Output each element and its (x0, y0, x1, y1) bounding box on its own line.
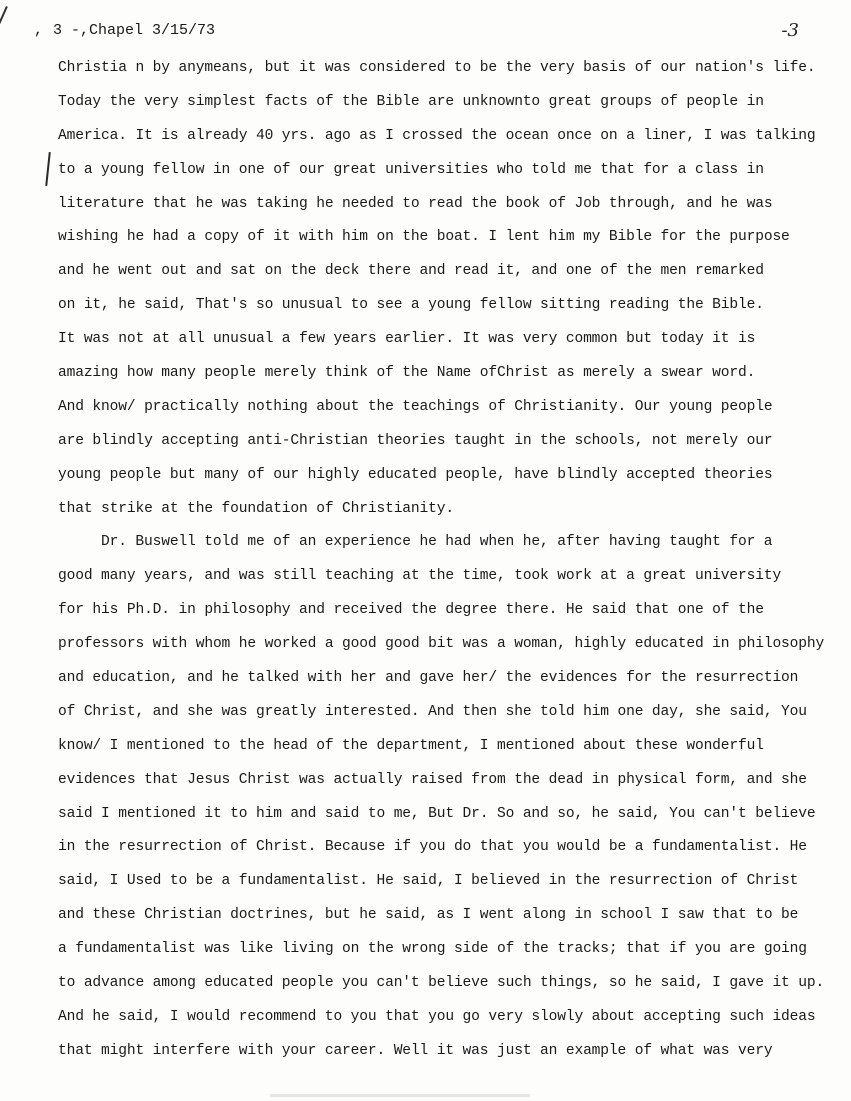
paragraph (58, 526, 828, 1068)
text-line: know/ I mentioned to the head of the department, I mentioned about these wonderful (58, 737, 764, 754)
margin-side-mark (45, 152, 51, 186)
text-line: on it, he said, That's so unusual to see a young fellow sitting reading the Bible. (58, 297, 764, 314)
text-line: to a young fellow in one of our great universities who told me that for a class in (58, 161, 764, 178)
text-line: and he went out and sat on the deck there and read it, and one of the men remarked (58, 263, 764, 280)
text-line: to advance among educated people you can't believe such things, so he said, I gave it up. (58, 975, 825, 992)
text-line: And know/ practically nothing about the teachings of Christianity. Our young people (58, 398, 773, 415)
text-line: for his Ph.D. in philosophy and received the degree there. He said that one of the (58, 602, 764, 619)
header-bullet: , (34, 22, 44, 39)
text-line: young people but many of our highly educated people, have blindly accepted theories (58, 466, 773, 483)
text-line: said I mentioned it to him and said to me, But Dr. So and so, he said, You can't believe (58, 805, 816, 822)
text-line: said, I Used to be a fundamentalist. He said, I believed in the resurrection of Christ (58, 873, 799, 890)
text-line: It was not at all unusual a few years earlier. It was very common but today it is (58, 331, 756, 348)
paragraph (58, 52, 828, 526)
text-line: wishing he had a copy of it with him on the boat. I lent him my Bible for the purpose (58, 229, 790, 246)
document-body (58, 52, 828, 1069)
text-line: that strike at the foundation of Christianity. (58, 500, 454, 517)
text-line: a fundamentalist was like living on the wrong side of the tracks; that if you are going (58, 941, 807, 958)
text-line: America. It is already 40 yrs. ago as I crossed the ocean once on a liner, I was talking (58, 127, 816, 144)
text-line: good many years, and was still teaching at the time, took work at a great university (58, 568, 782, 585)
text-line: evidences that Jesus Christ was actually raised from the dead in physical form, and she (58, 771, 807, 788)
page-number: -3 (781, 20, 799, 41)
text-line: are blindly accepting anti-Christian theories taught in the schools, not merely our (58, 432, 773, 449)
text-line: Today the very simplest facts of the Bible are unknownto great groups of people in (58, 93, 764, 110)
text-line: in the resurrection of Christ. Because if you do that you would be a fundamentalist. He (58, 839, 807, 856)
text-line: And he said, I would recommend to you that you go very slowly about accepting such ideas (58, 1008, 816, 1025)
bottom-smudge (270, 1094, 530, 1097)
text-line: professors with whom he worked a good good bit was a woman, highly educated in philosophy (58, 636, 825, 653)
margin-tick-mark (0, 6, 8, 38)
text-line: that might interfere with your career. Well it was just an example of what was very (58, 1042, 773, 1059)
text-line: and these Christian doctrines, but he said, as I went along in school I saw that to be (58, 907, 799, 924)
text-line: Christia n by anymeans, but it was considered to be the very basis of our nation's life. (58, 60, 816, 76)
page-header (34, 22, 215, 39)
text-line: amazing how many people merely think of the Name ofChrist as merely a swear word. (58, 365, 756, 382)
header-title: 3 -,Chapel 3/15/73 (53, 22, 216, 39)
text-line: Dr. Buswell told me of an experience he had when he, after having taught for a (101, 534, 773, 551)
text-line: and education, and he talked with her and gave her/ the evidences for the resurrection (58, 670, 799, 687)
text-line: literature that he was taking he needed to read the book of Job through, and he was (58, 195, 773, 212)
text-line: of Christ, and she was greatly interested. And then she told him one day, she said, You (58, 703, 807, 720)
